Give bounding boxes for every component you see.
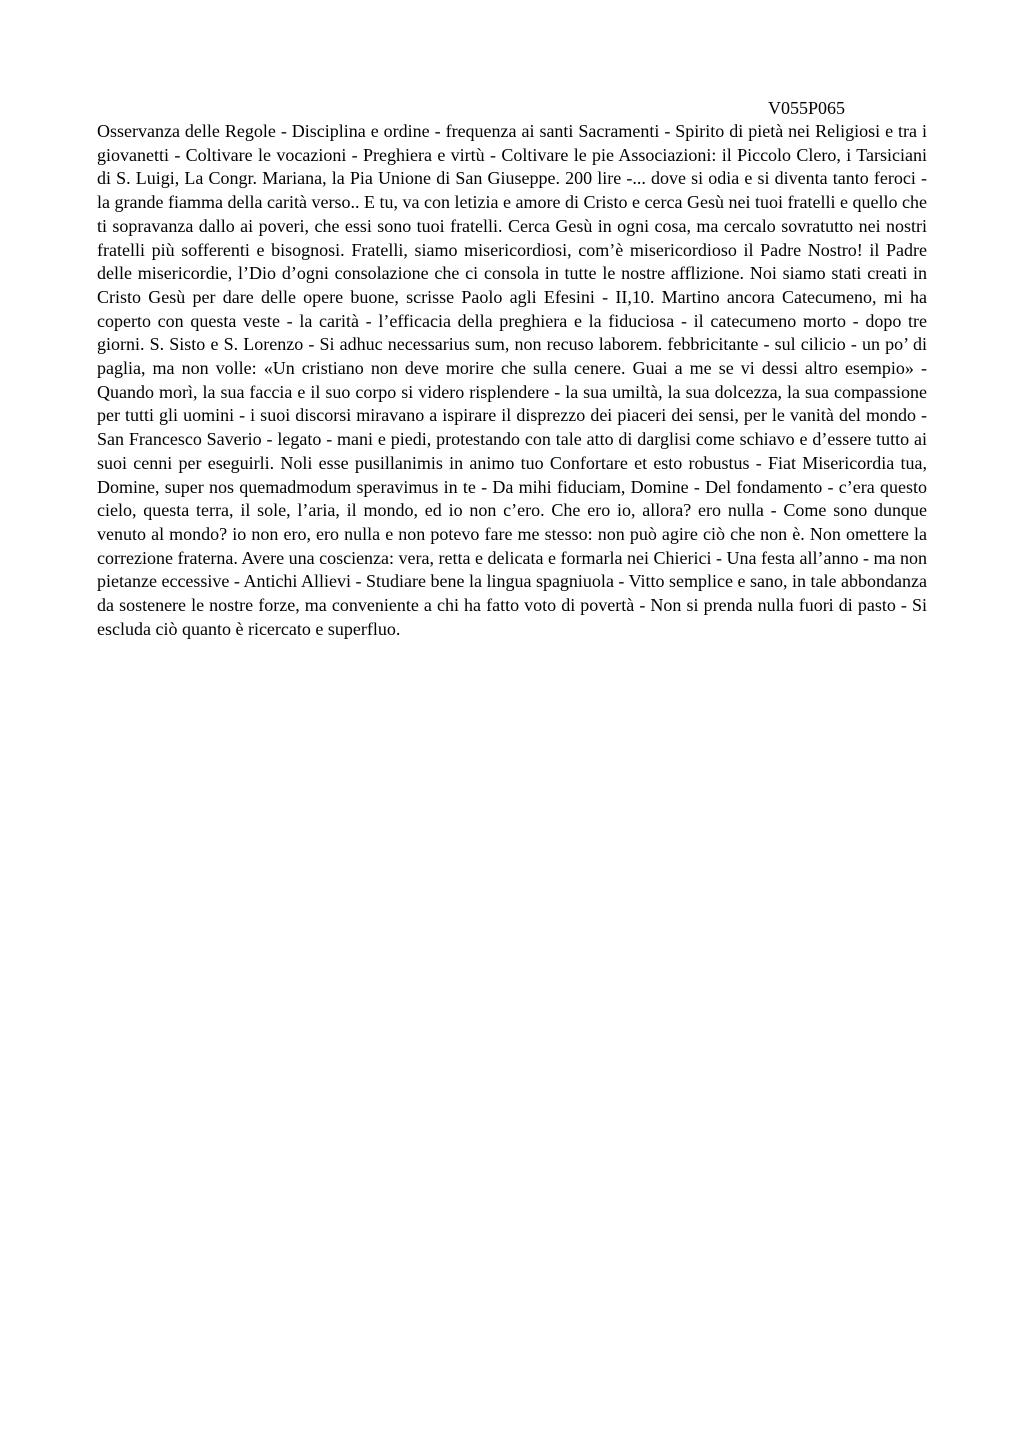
page-identifier: V055P065 <box>768 98 846 118</box>
body-paragraph: Osservanza delle Regole - Disciplina e ordine - frequenza ai santi Sacramenti - Spirito di pietà nei Religiosi e tra i giovanetti - Coltivare le vocazioni - Preghiera e virtù - Coltivare le pie Associazioni: il Piccolo Clero, i Tarsiciani di S. Luigi, La Congr. Mariana, la Pia Unione di San Giuseppe. 200 lire -... dove si odia e si diventa tanto feroci - la grande fiamma della carità verso.. E tu, va con letizia e amore di Cristo e cerca Gesù nei tuoi fratelli e quello che ti sopravanza dallo ai poveri, che essi sono tuoi fratelli. Cerca Gesù in ogni cosa, ma cercalo sovratutto nei nostri fratelli più sofferenti e bisognosi. Fratelli, siamo misericordiosi, com’è misericordioso il Padre Nostro! il Padre delle misericordie, l’Dio d’ogni consolazione che ci consola in tutte le nostre afflizione. Noi siamo stati creati in Cristo Gesù per dare delle opere buone, scrisse Paolo agli Efesini - II,10. Martino ancora Catecumeno, mi ha coperto con questa veste - la carità - l’efficacia della preghiera e la fiduciosa - il catecumeno morto - dopo tre giorni. S. Sisto e S. Lorenzo - Si adhuc necessarius sum, non recuso laborem. febbricitante - sul cilicio - un po’ di paglia, ma non volle: «Un cristiano non deve morire che sulla cenere. Guai a me se vi dessi altro esempio» - Quando morì, la sua faccia e il suo corpo si videro risplendere - la sua umiltà, la sua dolcezza, la sua compassione per tutti gli uomini - i suoi discorsi miravano a ispirare il disprezzo dei piaceri dei sensi, per le vanità del mondo - San Francesco Saverio - legato - mani e piedi, protestando con tale atto di darglisi come schiavo e d’essere tutto ai suoi cenni per eseguirli. Noli esse pusillanimis in animo tuo Confortare et esto robustus - Fiat Misericordia tua, Domine, super nos quemadmodum speravimus in te - Da mihi fiduciam, Domine - Del fondamento - c’era questo cielo, questa terra, il sole, l’aria, il mondo, ed io non c’ero. Che ero io, allora? ero nulla - Come sono dunque venuto al mondo? io non ero, ero nulla e non potevo fare me stesso: non può agire ciò che non è. Non omettere la correzione fraterna. Avere una coscienza: vera, retta e delicata e formarla nei Chierici - Una festa all’anno - ma non pietanze eccessive - Antichi Allievi - Studiare bene la lingua spagniuola - Vitto semplice e sano, in tale abbondanza da sostenere le nostre forze, ma conveniente a chi ha fatto voto di povertà - Non si prenda nulla fuori di pasto - Si escluda ciò quanto è ricercato e superfluo. <box>97 121 927 639</box>
